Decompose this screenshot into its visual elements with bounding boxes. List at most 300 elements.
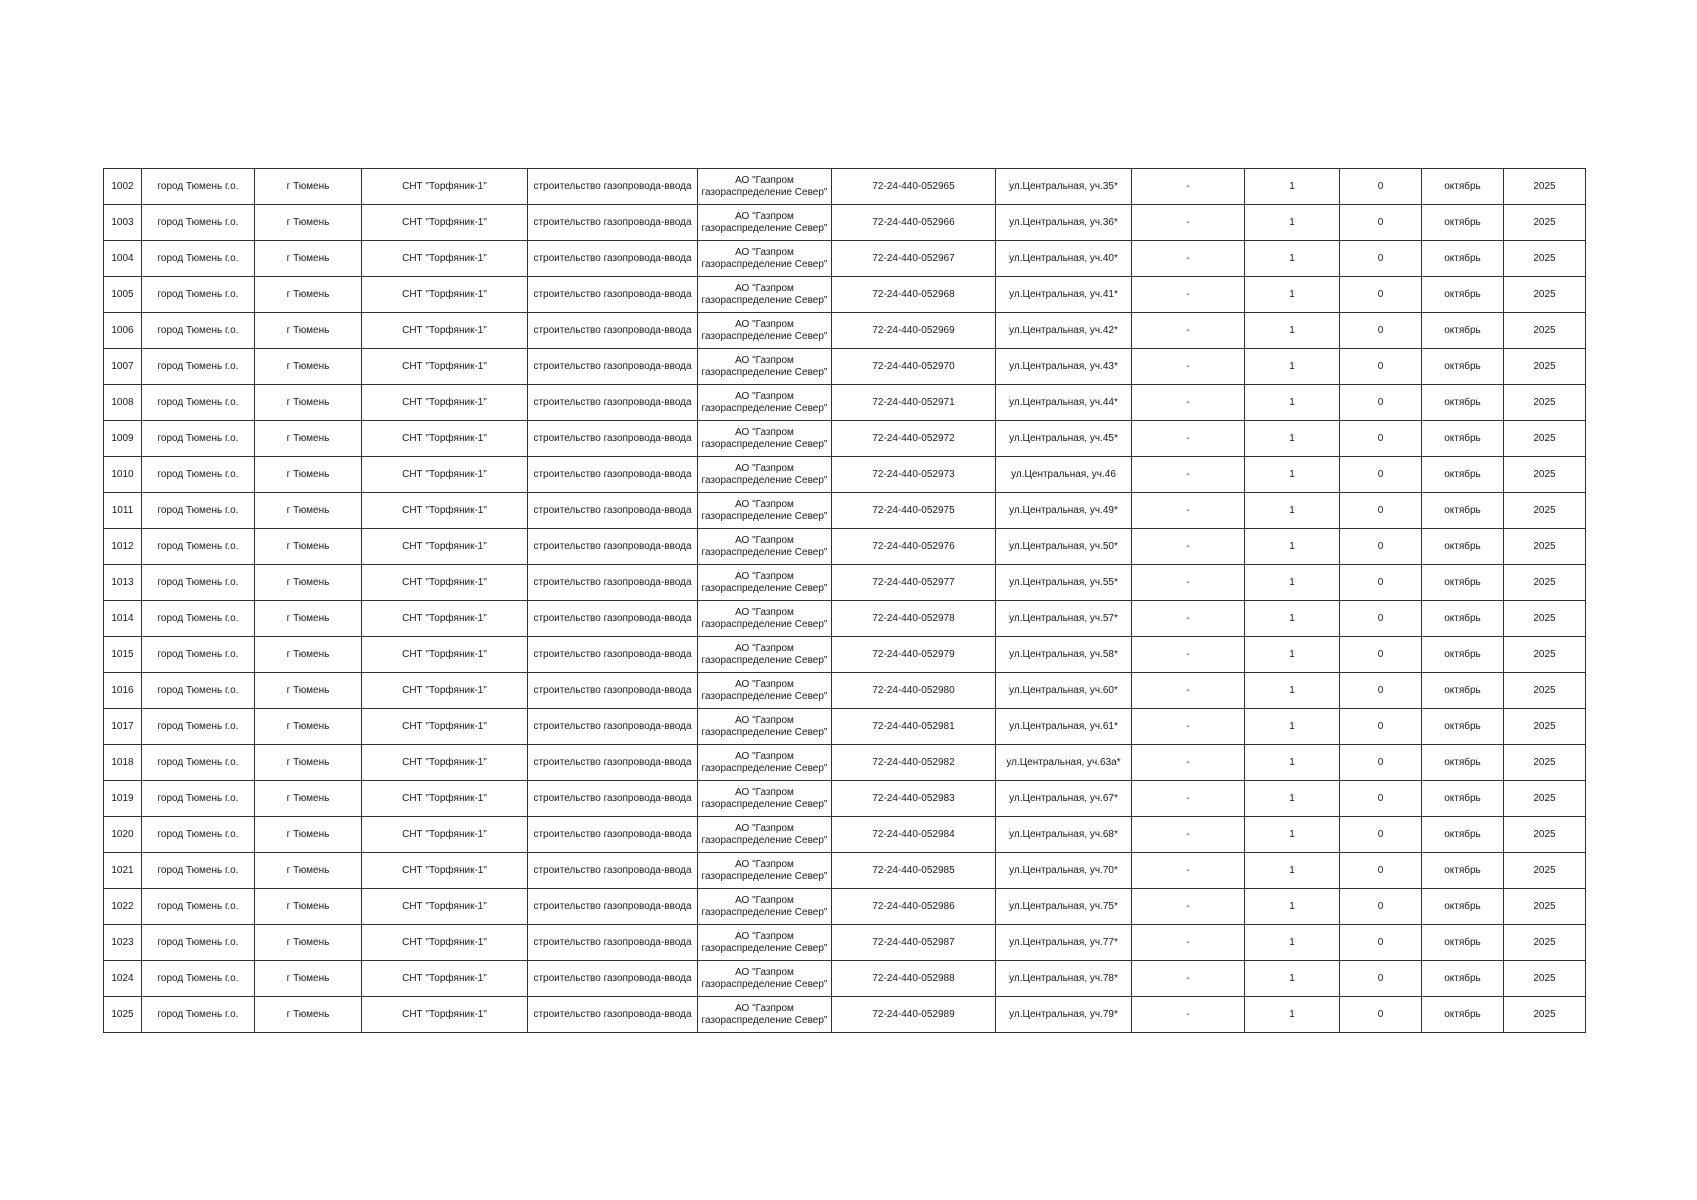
snt-cell: СНТ "Торфяник-1"	[362, 529, 528, 565]
organization-cell: АО "Газпром газораспределение Север"	[698, 313, 832, 349]
address-cell: ул.Центральная, уч.75*	[996, 889, 1132, 925]
table-row	[104, 637, 1586, 673]
settlement-cell: г Тюмень	[255, 709, 362, 745]
year-cell: 2025	[1504, 205, 1586, 241]
municipality-cell: город Тюмень г.о.	[142, 205, 255, 241]
organization-cell: АО "Газпром газораспределение Север"	[698, 745, 832, 781]
snt-cell: СНТ "Торфяник-1"	[362, 817, 528, 853]
row-number-cell: 1011	[104, 493, 142, 529]
organization-cell: АО "Газпром газораспределение Север"	[698, 709, 832, 745]
settlement-cell: г Тюмень	[255, 637, 362, 673]
organization-cell: АО "Газпром газораспределение Север"	[698, 205, 832, 241]
registry-number-cell: 72-24-440-052965	[832, 169, 996, 205]
row-number-cell: 1025	[104, 997, 142, 1033]
count-zero-cell: 0	[1340, 889, 1422, 925]
municipality-cell: город Тюмень г.о.	[142, 313, 255, 349]
row-number-cell: 1014	[104, 601, 142, 637]
count-zero-cell: 0	[1340, 277, 1422, 313]
organization-cell: АО "Газпром газораспределение Север"	[698, 385, 832, 421]
dash-cell: -	[1132, 961, 1245, 997]
settlement-cell: г Тюмень	[255, 853, 362, 889]
row-number-cell: 1003	[104, 205, 142, 241]
organization-cell: АО "Газпром газораспределение Север"	[698, 889, 832, 925]
municipality-cell: город Тюмень г.о.	[142, 889, 255, 925]
count-one-cell: 1	[1245, 745, 1340, 781]
row-number-cell: 1017	[104, 709, 142, 745]
dash-cell: -	[1132, 709, 1245, 745]
dash-cell: -	[1132, 601, 1245, 637]
year-cell: 2025	[1504, 349, 1586, 385]
count-zero-cell: 0	[1340, 529, 1422, 565]
row-number-cell: 1008	[104, 385, 142, 421]
snt-cell: СНТ "Торфяник-1"	[362, 313, 528, 349]
year-cell: 2025	[1504, 601, 1586, 637]
registry-number-cell: 72-24-440-052985	[832, 853, 996, 889]
settlement-cell: г Тюмень	[255, 817, 362, 853]
municipality-cell: город Тюмень г.о.	[142, 601, 255, 637]
table-row	[104, 241, 1586, 277]
count-zero-cell: 0	[1340, 205, 1422, 241]
settlement-cell: г Тюмень	[255, 457, 362, 493]
work-type-cell: строительство газопровода-ввода	[528, 817, 698, 853]
municipality-cell: город Тюмень г.о.	[142, 457, 255, 493]
organization-cell: АО "Газпром газораспределение Север"	[698, 349, 832, 385]
address-cell: ул.Центральная, уч.36*	[996, 205, 1132, 241]
snt-cell: СНТ "Торфяник-1"	[362, 781, 528, 817]
settlement-cell: г Тюмень	[255, 241, 362, 277]
organization-cell: АО "Газпром газораспределение Север"	[698, 853, 832, 889]
table-row	[104, 493, 1586, 529]
year-cell: 2025	[1504, 997, 1586, 1033]
count-one-cell: 1	[1245, 601, 1340, 637]
gasification-table	[103, 168, 1586, 1033]
table-row	[104, 421, 1586, 457]
dash-cell: -	[1132, 313, 1245, 349]
count-zero-cell: 0	[1340, 745, 1422, 781]
row-number-cell: 1018	[104, 745, 142, 781]
address-cell: ул.Центральная, уч.70*	[996, 853, 1132, 889]
settlement-cell: г Тюмень	[255, 421, 362, 457]
table-row	[104, 817, 1586, 853]
month-cell: октябрь	[1422, 889, 1504, 925]
settlement-cell: г Тюмень	[255, 385, 362, 421]
dash-cell: -	[1132, 205, 1245, 241]
count-one-cell: 1	[1245, 925, 1340, 961]
municipality-cell: город Тюмень г.о.	[142, 277, 255, 313]
dash-cell: -	[1132, 889, 1245, 925]
dash-cell: -	[1132, 781, 1245, 817]
count-zero-cell: 0	[1340, 637, 1422, 673]
settlement-cell: г Тюмень	[255, 889, 362, 925]
count-one-cell: 1	[1245, 889, 1340, 925]
municipality-cell: город Тюмень г.о.	[142, 565, 255, 601]
work-type-cell: строительство газопровода-ввода	[528, 205, 698, 241]
registry-number-cell: 72-24-440-052982	[832, 745, 996, 781]
registry-number-cell: 72-24-440-052979	[832, 637, 996, 673]
row-number-cell: 1016	[104, 673, 142, 709]
municipality-cell: город Тюмень г.о.	[142, 421, 255, 457]
snt-cell: СНТ "Торфяник-1"	[362, 241, 528, 277]
table-row	[104, 853, 1586, 889]
settlement-cell: г Тюмень	[255, 277, 362, 313]
work-type-cell: строительство газопровода-ввода	[528, 673, 698, 709]
dash-cell: -	[1132, 637, 1245, 673]
count-zero-cell: 0	[1340, 421, 1422, 457]
row-number-cell: 1021	[104, 853, 142, 889]
count-zero-cell: 0	[1340, 241, 1422, 277]
count-zero-cell: 0	[1340, 853, 1422, 889]
dash-cell: -	[1132, 241, 1245, 277]
row-number-cell: 1009	[104, 421, 142, 457]
month-cell: октябрь	[1422, 781, 1504, 817]
count-one-cell: 1	[1245, 169, 1340, 205]
count-zero-cell: 0	[1340, 457, 1422, 493]
settlement-cell: г Тюмень	[255, 745, 362, 781]
registry-number-cell: 72-24-440-052978	[832, 601, 996, 637]
work-type-cell: строительство газопровода-ввода	[528, 997, 698, 1033]
month-cell: октябрь	[1422, 241, 1504, 277]
organization-cell: АО "Газпром газораспределение Север"	[698, 529, 832, 565]
settlement-cell: г Тюмень	[255, 781, 362, 817]
snt-cell: СНТ "Торфяник-1"	[362, 601, 528, 637]
municipality-cell: город Тюмень г.о.	[142, 529, 255, 565]
municipality-cell: город Тюмень г.о.	[142, 853, 255, 889]
year-cell: 2025	[1504, 529, 1586, 565]
table-row	[104, 961, 1586, 997]
count-one-cell: 1	[1245, 385, 1340, 421]
row-number-cell: 1022	[104, 889, 142, 925]
municipality-cell: город Тюмень г.о.	[142, 637, 255, 673]
registry-number-cell: 72-24-440-052975	[832, 493, 996, 529]
snt-cell: СНТ "Торфяник-1"	[362, 709, 528, 745]
work-type-cell: строительство газопровода-ввода	[528, 925, 698, 961]
count-one-cell: 1	[1245, 781, 1340, 817]
municipality-cell: город Тюмень г.о.	[142, 709, 255, 745]
table-row	[104, 349, 1586, 385]
count-one-cell: 1	[1245, 853, 1340, 889]
registry-number-cell: 72-24-440-052968	[832, 277, 996, 313]
row-number-cell: 1015	[104, 637, 142, 673]
work-type-cell: строительство газопровода-ввода	[528, 781, 698, 817]
address-cell: ул.Центральная, уч.77*	[996, 925, 1132, 961]
work-type-cell: строительство газопровода-ввода	[528, 277, 698, 313]
count-one-cell: 1	[1245, 277, 1340, 313]
month-cell: октябрь	[1422, 601, 1504, 637]
dash-cell: -	[1132, 673, 1245, 709]
month-cell: октябрь	[1422, 745, 1504, 781]
address-cell: ул.Центральная, уч.43*	[996, 349, 1132, 385]
count-zero-cell: 0	[1340, 781, 1422, 817]
snt-cell: СНТ "Торфяник-1"	[362, 457, 528, 493]
count-one-cell: 1	[1245, 817, 1340, 853]
month-cell: октябрь	[1422, 997, 1504, 1033]
year-cell: 2025	[1504, 421, 1586, 457]
registry-number-cell: 72-24-440-052980	[832, 673, 996, 709]
snt-cell: СНТ "Торфяник-1"	[362, 421, 528, 457]
municipality-cell: город Тюмень г.о.	[142, 925, 255, 961]
organization-cell: АО "Газпром газораспределение Север"	[698, 997, 832, 1033]
organization-cell: АО "Газпром газораспределение Север"	[698, 169, 832, 205]
address-cell: ул.Центральная, уч.42*	[996, 313, 1132, 349]
month-cell: октябрь	[1422, 493, 1504, 529]
snt-cell: СНТ "Торфяник-1"	[362, 493, 528, 529]
year-cell: 2025	[1504, 457, 1586, 493]
registry-number-cell: 72-24-440-052971	[832, 385, 996, 421]
year-cell: 2025	[1504, 925, 1586, 961]
month-cell: октябрь	[1422, 961, 1504, 997]
dash-cell: -	[1132, 997, 1245, 1033]
row-number-cell: 1010	[104, 457, 142, 493]
month-cell: октябрь	[1422, 385, 1504, 421]
table-row	[104, 529, 1586, 565]
table-row	[104, 781, 1586, 817]
year-cell: 2025	[1504, 673, 1586, 709]
work-type-cell: строительство газопровода-ввода	[528, 385, 698, 421]
count-one-cell: 1	[1245, 961, 1340, 997]
address-cell: ул.Центральная, уч.35*	[996, 169, 1132, 205]
address-cell: ул.Центральная, уч.49*	[996, 493, 1132, 529]
municipality-cell: город Тюмень г.о.	[142, 385, 255, 421]
work-type-cell: строительство газопровода-ввода	[528, 169, 698, 205]
table-row	[104, 601, 1586, 637]
snt-cell: СНТ "Торфяник-1"	[362, 961, 528, 997]
settlement-cell: г Тюмень	[255, 565, 362, 601]
work-type-cell: строительство газопровода-ввода	[528, 421, 698, 457]
municipality-cell: город Тюмень г.о.	[142, 781, 255, 817]
registry-number-cell: 72-24-440-052973	[832, 457, 996, 493]
settlement-cell: г Тюмень	[255, 349, 362, 385]
municipality-cell: город Тюмень г.о.	[142, 169, 255, 205]
municipality-cell: город Тюмень г.о.	[142, 817, 255, 853]
year-cell: 2025	[1504, 817, 1586, 853]
table-row	[104, 277, 1586, 313]
row-number-cell: 1007	[104, 349, 142, 385]
work-type-cell: строительство газопровода-ввода	[528, 313, 698, 349]
registry-number-cell: 72-24-440-052988	[832, 961, 996, 997]
snt-cell: СНТ "Торфяник-1"	[362, 277, 528, 313]
snt-cell: СНТ "Торфяник-1"	[362, 349, 528, 385]
organization-cell: АО "Газпром газораспределение Север"	[698, 421, 832, 457]
year-cell: 2025	[1504, 241, 1586, 277]
count-zero-cell: 0	[1340, 601, 1422, 637]
organization-cell: АО "Газпром газораспределение Север"	[698, 457, 832, 493]
month-cell: октябрь	[1422, 817, 1504, 853]
table-row	[104, 457, 1586, 493]
count-one-cell: 1	[1245, 637, 1340, 673]
snt-cell: СНТ "Торфяник-1"	[362, 745, 528, 781]
organization-cell: АО "Газпром газораспределение Север"	[698, 781, 832, 817]
dash-cell: -	[1132, 745, 1245, 781]
organization-cell: АО "Газпром газораспределение Север"	[698, 673, 832, 709]
municipality-cell: город Тюмень г.о.	[142, 997, 255, 1033]
organization-cell: АО "Газпром газораспределение Север"	[698, 925, 832, 961]
dash-cell: -	[1132, 565, 1245, 601]
work-type-cell: строительство газопровода-ввода	[528, 853, 698, 889]
address-cell: ул.Центральная, уч.40*	[996, 241, 1132, 277]
work-type-cell: строительство газопровода-ввода	[528, 601, 698, 637]
settlement-cell: г Тюмень	[255, 925, 362, 961]
table-row	[104, 889, 1586, 925]
settlement-cell: г Тюмень	[255, 961, 362, 997]
registry-number-cell: 72-24-440-052983	[832, 781, 996, 817]
settlement-cell: г Тюмень	[255, 169, 362, 205]
snt-cell: СНТ "Торфяник-1"	[362, 205, 528, 241]
year-cell: 2025	[1504, 493, 1586, 529]
organization-cell: АО "Газпром газораспределение Север"	[698, 817, 832, 853]
count-one-cell: 1	[1245, 313, 1340, 349]
count-zero-cell: 0	[1340, 493, 1422, 529]
snt-cell: СНТ "Торфяник-1"	[362, 637, 528, 673]
year-cell: 2025	[1504, 781, 1586, 817]
work-type-cell: строительство газопровода-ввода	[528, 241, 698, 277]
table-row	[104, 709, 1586, 745]
settlement-cell: г Тюмень	[255, 529, 362, 565]
year-cell: 2025	[1504, 961, 1586, 997]
work-type-cell: строительство газопровода-ввода	[528, 529, 698, 565]
work-type-cell: строительство газопровода-ввода	[528, 457, 698, 493]
count-zero-cell: 0	[1340, 313, 1422, 349]
month-cell: октябрь	[1422, 709, 1504, 745]
year-cell: 2025	[1504, 169, 1586, 205]
table-row	[104, 205, 1586, 241]
address-cell: ул.Центральная, уч.58*	[996, 637, 1132, 673]
dash-cell: -	[1132, 421, 1245, 457]
municipality-cell: город Тюмень г.о.	[142, 241, 255, 277]
registry-number-cell: 72-24-440-052967	[832, 241, 996, 277]
registry-number-cell: 72-24-440-052984	[832, 817, 996, 853]
address-cell: ул.Центральная, уч.78*	[996, 961, 1132, 997]
municipality-cell: город Тюмень г.о.	[142, 673, 255, 709]
year-cell: 2025	[1504, 565, 1586, 601]
work-type-cell: строительство газопровода-ввода	[528, 745, 698, 781]
settlement-cell: г Тюмень	[255, 205, 362, 241]
row-number-cell: 1013	[104, 565, 142, 601]
organization-cell: АО "Газпром газораспределение Север"	[698, 277, 832, 313]
registry-number-cell: 72-24-440-052969	[832, 313, 996, 349]
snt-cell: СНТ "Торфяник-1"	[362, 997, 528, 1033]
work-type-cell: строительство газопровода-ввода	[528, 637, 698, 673]
month-cell: октябрь	[1422, 565, 1504, 601]
work-type-cell: строительство газопровода-ввода	[528, 961, 698, 997]
year-cell: 2025	[1504, 745, 1586, 781]
table-row	[104, 997, 1586, 1033]
dash-cell: -	[1132, 853, 1245, 889]
count-one-cell: 1	[1245, 493, 1340, 529]
table-row	[104, 925, 1586, 961]
registry-number-cell: 72-24-440-052986	[832, 889, 996, 925]
count-one-cell: 1	[1245, 565, 1340, 601]
month-cell: октябрь	[1422, 421, 1504, 457]
month-cell: октябрь	[1422, 205, 1504, 241]
month-cell: октябрь	[1422, 277, 1504, 313]
row-number-cell: 1023	[104, 925, 142, 961]
year-cell: 2025	[1504, 277, 1586, 313]
dash-cell: -	[1132, 385, 1245, 421]
address-cell: ул.Центральная, уч.67*	[996, 781, 1132, 817]
table-row	[104, 745, 1586, 781]
address-cell: ул.Центральная, уч.41*	[996, 277, 1132, 313]
year-cell: 2025	[1504, 313, 1586, 349]
table-row	[104, 313, 1586, 349]
municipality-cell: город Тюмень г.о.	[142, 349, 255, 385]
count-one-cell: 1	[1245, 421, 1340, 457]
address-cell: ул.Центральная, уч.60*	[996, 673, 1132, 709]
address-cell: ул.Центральная, уч.46	[996, 457, 1132, 493]
dash-cell: -	[1132, 277, 1245, 313]
year-cell: 2025	[1504, 637, 1586, 673]
year-cell: 2025	[1504, 709, 1586, 745]
organization-cell: АО "Газпром газораспределение Север"	[698, 601, 832, 637]
work-type-cell: строительство газопровода-ввода	[528, 709, 698, 745]
address-cell: ул.Центральная, уч.63а*	[996, 745, 1132, 781]
count-zero-cell: 0	[1340, 709, 1422, 745]
row-number-cell: 1012	[104, 529, 142, 565]
organization-cell: АО "Газпром газораспределение Север"	[698, 565, 832, 601]
count-one-cell: 1	[1245, 241, 1340, 277]
dash-cell: -	[1132, 493, 1245, 529]
count-one-cell: 1	[1245, 457, 1340, 493]
dash-cell: -	[1132, 817, 1245, 853]
registry-number-cell: 72-24-440-052981	[832, 709, 996, 745]
work-type-cell: строительство газопровода-ввода	[528, 493, 698, 529]
settlement-cell: г Тюмень	[255, 997, 362, 1033]
row-number-cell: 1024	[104, 961, 142, 997]
municipality-cell: город Тюмень г.о.	[142, 961, 255, 997]
snt-cell: СНТ "Торфяник-1"	[362, 853, 528, 889]
organization-cell: АО "Газпром газораспределение Север"	[698, 637, 832, 673]
dash-cell: -	[1132, 169, 1245, 205]
municipality-cell: город Тюмень г.о.	[142, 493, 255, 529]
registry-number-cell: 72-24-440-052987	[832, 925, 996, 961]
row-number-cell: 1004	[104, 241, 142, 277]
registry-number-cell: 72-24-440-052976	[832, 529, 996, 565]
row-number-cell: 1006	[104, 313, 142, 349]
dash-cell: -	[1132, 457, 1245, 493]
count-zero-cell: 0	[1340, 925, 1422, 961]
table-row	[104, 169, 1586, 205]
month-cell: октябрь	[1422, 925, 1504, 961]
snt-cell: СНТ "Торфяник-1"	[362, 385, 528, 421]
row-number-cell: 1019	[104, 781, 142, 817]
registry-number-cell: 72-24-440-052972	[832, 421, 996, 457]
registry-number-cell: 72-24-440-052970	[832, 349, 996, 385]
month-cell: октябрь	[1422, 169, 1504, 205]
count-zero-cell: 0	[1340, 817, 1422, 853]
address-cell: ул.Центральная, уч.50*	[996, 529, 1132, 565]
count-zero-cell: 0	[1340, 961, 1422, 997]
settlement-cell: г Тюмень	[255, 493, 362, 529]
count-one-cell: 1	[1245, 673, 1340, 709]
month-cell: октябрь	[1422, 673, 1504, 709]
table-row	[104, 565, 1586, 601]
address-cell: ул.Центральная, уч.55*	[996, 565, 1132, 601]
month-cell: октябрь	[1422, 529, 1504, 565]
count-zero-cell: 0	[1340, 349, 1422, 385]
municipality-cell: город Тюмень г.о.	[142, 745, 255, 781]
count-one-cell: 1	[1245, 529, 1340, 565]
count-one-cell: 1	[1245, 349, 1340, 385]
year-cell: 2025	[1504, 385, 1586, 421]
count-zero-cell: 0	[1340, 385, 1422, 421]
address-cell: ул.Центральная, уч.57*	[996, 601, 1132, 637]
address-cell: ул.Центральная, уч.61*	[996, 709, 1132, 745]
dash-cell: -	[1132, 349, 1245, 385]
snt-cell: СНТ "Торфяник-1"	[362, 925, 528, 961]
work-type-cell: строительство газопровода-ввода	[528, 565, 698, 601]
count-one-cell: 1	[1245, 997, 1340, 1033]
address-cell: ул.Центральная, уч.44*	[996, 385, 1132, 421]
registry-number-cell: 72-24-440-052989	[832, 997, 996, 1033]
